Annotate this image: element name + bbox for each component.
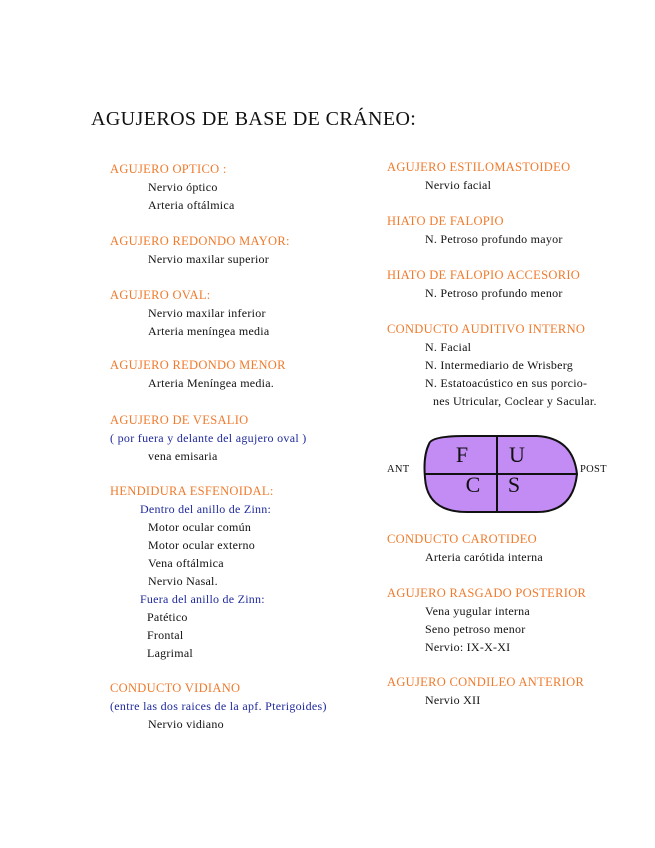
subheading-inside-zinn: Dentro del anillo de Zinn: [140, 502, 272, 516]
section-note: ( por fuera y delante del agujero oval ) [110, 431, 307, 445]
list-item: Arteria carótida interna [425, 550, 543, 564]
conducto-auditivo-diagram [387, 434, 627, 514]
section-vesalio [110, 411, 307, 465]
section-heading: AGUJERO OPTICO : [110, 162, 227, 176]
quadrant-c: C [465, 472, 481, 497]
list-item: Vena oftálmica [148, 556, 224, 570]
list-item: Nervio maxilar inferior [148, 306, 266, 320]
section-heading: CONDUCTO CAROTIDEO [387, 532, 537, 546]
page-title: AGUJEROS DE BASE DE CRÁNEO: [91, 108, 417, 130]
list-item: Vena yugular interna [425, 604, 530, 618]
list-item: Arteria oftálmica [148, 198, 235, 212]
section-heading: HENDIDURA ESFENOIDAL: [110, 484, 274, 498]
quadrant-f: F [455, 442, 469, 467]
section-redondo-menor [110, 356, 286, 392]
list-item: N. Petroso profundo menor [425, 286, 563, 300]
section-hiato-falopio [387, 212, 563, 248]
list-item: Arteria meníngea media [148, 324, 270, 338]
list-item: Arteria Meníngea media. [148, 376, 275, 390]
list-item: Nervio facial [425, 178, 492, 192]
quadrant-u: U [509, 442, 525, 467]
list-item: vena emisaria [148, 449, 218, 463]
list-item: N. Estatoacústico en sus porcio- [425, 376, 588, 390]
list-item: Patético [147, 610, 188, 624]
section-heading: AGUJERO OVAL: [110, 288, 211, 302]
section-heading: HIATO DE FALOPIO ACCESORIO [387, 268, 581, 282]
section-condileo-anterior [387, 673, 584, 709]
section-note: (entre las dos raices de la apf. Pterigoides) [110, 699, 327, 713]
section-estilomastoideo [387, 158, 570, 194]
list-item: Lagrimal [147, 646, 193, 660]
section-heading: CONDUCTO VIDIANO [110, 681, 241, 695]
list-item: Nervio: IX-X-XI [425, 640, 511, 654]
section-hiato-falopio-accesorio [387, 266, 580, 302]
section-heading: HIATO DE FALOPIO [387, 214, 504, 228]
list-item: N. Petroso profundo mayor [425, 232, 563, 246]
section-heading: AGUJERO REDONDO MENOR [110, 358, 286, 372]
section-conducto-auditivo-interno [387, 320, 597, 410]
section-agujero-oval [110, 286, 269, 340]
section-heading: AGUJERO REDONDO MAYOR: [110, 234, 290, 248]
section-heading: CONDUCTO AUDITIVO INTERNO [387, 322, 586, 336]
section-heading: AGUJERO CONDILEO ANTERIOR [387, 675, 585, 689]
list-item: Motor ocular común [148, 520, 252, 534]
list-item: Nervio Nasal. [148, 574, 218, 588]
section-heading: AGUJERO DE VESALIO [110, 413, 249, 427]
label-ant: ANT [387, 464, 410, 475]
section-conducto-vidiano [110, 679, 327, 733]
subheading-outside-zinn: Fuera del anillo de Zinn: [140, 592, 265, 606]
list-item: Nervio óptico [148, 180, 218, 194]
section-agujero-optico [110, 160, 235, 214]
list-item: N. Facial [425, 340, 472, 354]
list-item: Nervio XII [425, 693, 481, 707]
section-rasgado-posterior [387, 584, 586, 656]
section-heading: AGUJERO RASGADO POSTERIOR [387, 586, 587, 600]
list-item: Seno petroso menor [425, 622, 526, 636]
list-item: Nervio maxilar superior [148, 252, 270, 266]
list-item: Motor ocular externo [148, 538, 255, 552]
list-item: N. Intermediario de Wrisberg [425, 358, 574, 372]
quadrant-s: S [507, 472, 521, 497]
section-hendidura-esfenoidal [110, 482, 274, 662]
list-item: Nervio vidiano [148, 717, 224, 731]
section-heading: AGUJERO ESTILOMASTOIDEO [387, 160, 571, 174]
list-item: Frontal [147, 628, 184, 642]
section-redondo-mayor [110, 232, 290, 268]
label-post: POST [580, 464, 607, 475]
section-conducto-carotideo [387, 530, 543, 566]
list-item: nes Utricular, Coclear y Sacular. [433, 394, 597, 408]
